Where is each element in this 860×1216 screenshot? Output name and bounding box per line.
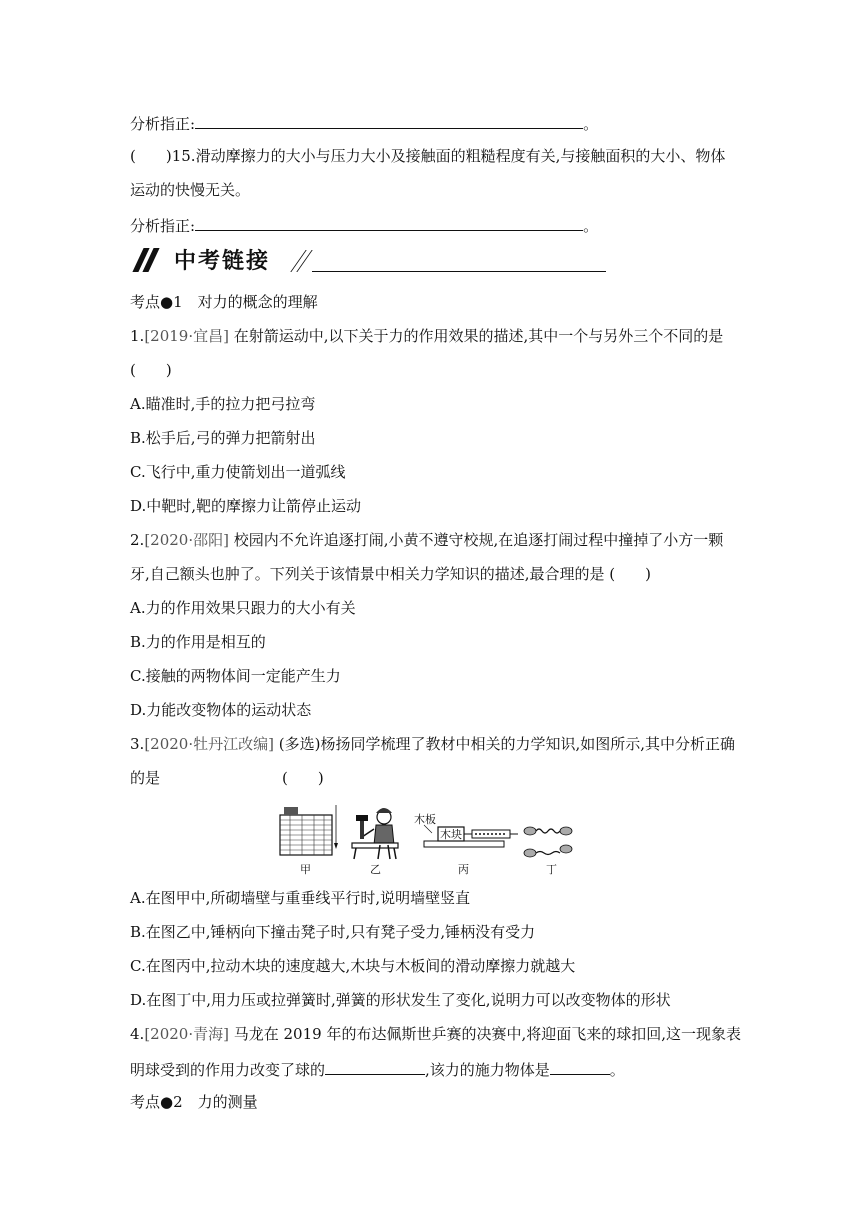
answer-paren[interactable]: ( ) (130, 147, 172, 165)
figure-label-bing: 丙 (458, 863, 469, 876)
option-a[interactable]: A.瞄准时,手的拉力把弓拉弯 (130, 395, 316, 413)
force-illustrations-figure (276, 803, 586, 878)
question-text: (多选)杨扬同学梳理了教材中相关的力学知识,如图所示,其中分析正确 (273, 735, 735, 753)
period: 。 (583, 217, 599, 235)
section-banner (134, 242, 606, 276)
answer-blank[interactable] (195, 112, 583, 129)
analysis-line-1 (130, 112, 598, 134)
question-text-2a: 明球受到的作用力改变了球的 (130, 1061, 326, 1079)
question-source: [2020·牡丹江改编] (144, 735, 274, 753)
analysis-label: 分析指正: (130, 217, 196, 235)
fill-blank-1[interactable] (325, 1058, 425, 1075)
option-a[interactable]: A.在图甲中,所砌墙壁与重垂线平行时,说明墙壁竖直 (130, 889, 471, 907)
figure-label-ding: 丁 (546, 863, 557, 876)
question-2 (130, 530, 723, 550)
section-title: 中考链接 (174, 249, 271, 274)
question-number: 2. (130, 531, 145, 549)
question-1 (130, 326, 723, 346)
answer-paren[interactable]: ( ) (282, 769, 324, 787)
option-c[interactable]: C.接触的两物体间一定能产生力 (130, 667, 341, 685)
item-15-text: 15.滑动摩擦力的大小与压力大小及接触面的粗糙程度有关,与接触面积的大小、物体 (171, 147, 726, 165)
figure-board-label: 木板 (414, 813, 436, 826)
question-source: [2020·邵阳] (144, 531, 229, 549)
option-c[interactable]: C.飞行中,重力使箭划出一道弧线 (130, 463, 346, 481)
question-text: 在射箭运动中,以下关于力的作用效果的描述,其中一个与另外三个不同的是 (228, 327, 724, 345)
period: 。 (583, 115, 599, 133)
springs-illustration (524, 827, 572, 857)
option-c[interactable]: C.在图丙中,拉动木块的速度越大,木块与木板间的滑动摩擦力就越大 (130, 957, 576, 975)
person-hammer-illustration (352, 808, 398, 859)
answer-paren[interactable]: ( ) (130, 361, 172, 379)
figure-label-jia: 甲 (300, 863, 311, 876)
analysis-line-2 (130, 214, 598, 236)
question-source: [2020·青海] (144, 1025, 229, 1043)
fill-blank-2[interactable] (550, 1058, 610, 1075)
option-b[interactable]: B.松手后,弓的弹力把箭射出 (130, 429, 316, 447)
question-4-cont (130, 1058, 625, 1080)
question-text-2: 的是 (130, 769, 161, 787)
analysis-label: 分析指正: (130, 115, 196, 133)
item-15-text-2: 运动的快慢无关。 (130, 181, 251, 199)
brick-wall-illustration (280, 805, 338, 855)
question-source: [2019·宜昌] (144, 327, 229, 345)
question-number: 1. (130, 327, 145, 345)
option-d[interactable]: D.中靶时,靶的摩擦力让箭停止运动 (130, 497, 362, 515)
question-number: 3. (130, 735, 145, 753)
answer-blank[interactable] (195, 214, 583, 231)
figure-block-label: 木块 (440, 828, 462, 841)
question-text: 马龙在 2019 年的布达佩斯世乒赛的决赛中,将迎面飞来的球扣回,这一现象表 (228, 1025, 741, 1043)
question-2-cont: 牙,自己额头也肿了。下列关于该情景中相关力学知识的描述,最合理的是 ( ) (130, 565, 652, 583)
question-3 (130, 734, 735, 754)
question-3-cont (130, 768, 324, 788)
banner-rule (312, 271, 606, 272)
option-a[interactable]: A.力的作用效果只跟力的大小有关 (130, 599, 356, 617)
option-b[interactable]: B.力的作用是相互的 (130, 633, 266, 651)
question-text-2b: ,该力的施力物体是 (425, 1061, 550, 1079)
option-d[interactable]: D.在图丁中,用力压或拉弹簧时,弹簧的形状发生了变化,说明力可以改变物体的形状 (130, 991, 671, 1009)
topic-heading-2: 考点●2 力的测量 (130, 1093, 258, 1111)
item-15-cont (130, 180, 250, 200)
figure-label-yi: 乙 (370, 863, 381, 876)
period: 。 (609, 1061, 625, 1079)
item-15 (130, 146, 725, 166)
question-number: 4. (130, 1025, 145, 1043)
option-d[interactable]: D.力能改变物体的运动状态 (130, 701, 312, 719)
question-4 (130, 1024, 741, 1044)
block-board-scale-illustration (424, 825, 518, 847)
topic-heading-1: 考点●1 对力的概念的理解 (130, 293, 318, 311)
question-text: 校园内不允许追逐打闹,小黄不遵守校规,在追逐打闹过程中撞掉了小方一颗 (228, 531, 724, 549)
option-b[interactable]: B.在图乙中,锤柄向下撞击凳子时,只有凳子受力,锤柄没有受力 (130, 923, 536, 941)
